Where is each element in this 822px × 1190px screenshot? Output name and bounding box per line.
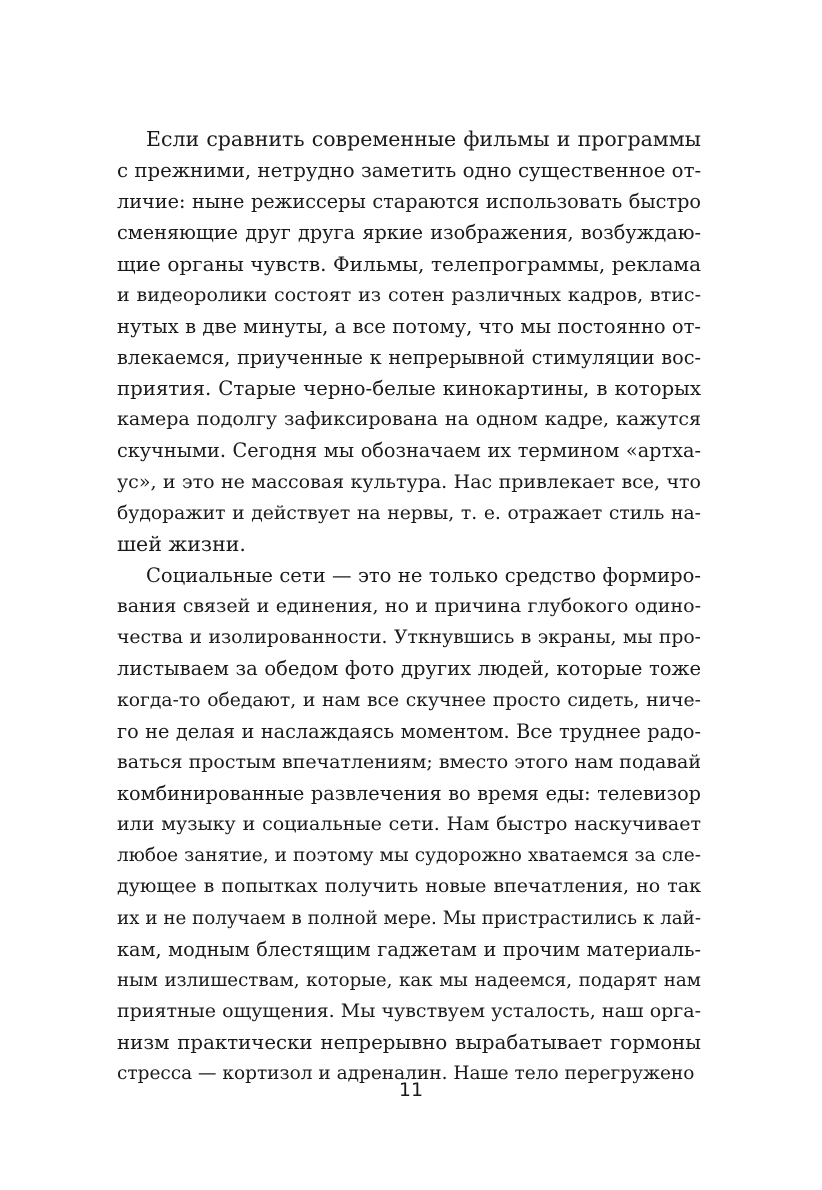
text-line: приятные ощущения. Мы чувствуем усталость, наш орга- bbox=[117, 999, 701, 1022]
text-line: ным излишествам, которые, как мы надеемся, подарят нам bbox=[117, 969, 701, 991]
text-line: дующее в попытках получить новые впечатления, но так bbox=[117, 875, 701, 898]
text-line: ус», и это не массовая культура. Нас привлекает все, что bbox=[117, 470, 701, 493]
text-line: приятия. Старые черно-белые кинокартины, в которых bbox=[117, 377, 701, 401]
body-text bbox=[117, 124, 701, 1089]
text-line: нутых в две минуты, а все потому, что мы постоянно от- bbox=[117, 314, 701, 338]
text-line: любое занятие, и поэтому мы судорожно хватаемся за сле- bbox=[117, 845, 701, 867]
text-line: влекаемся, приученные к непрерывной стимуляции вос- bbox=[117, 345, 701, 369]
text-line: ваться простым впечатлениям; вместо этого нам подавай bbox=[117, 750, 701, 773]
text-line: вания связей и единения, но и причина глубокого одино- bbox=[117, 595, 701, 618]
text-line: чества и изолированности. Уткнувшись в экраны, мы про- bbox=[117, 627, 701, 649]
text-line: камера подолгу зафиксирована на одном кадре, кажутся bbox=[117, 408, 701, 431]
text-line: кам, модным блестящим гаджетам и прочим материаль- bbox=[117, 937, 701, 961]
text-line: щие органы чувств. Фильмы, телепрограммы, реклама bbox=[117, 251, 701, 276]
text-line: Социальные сети — это не только средство формиро- bbox=[146, 563, 701, 587]
text-line: скучными. Сегодня мы обозначаем их термином «артха- bbox=[117, 439, 701, 463]
paragraph-1 bbox=[117, 124, 701, 560]
text-line: когда-то обедают, и нам все скучнее просто сидеть, ниче- bbox=[117, 689, 701, 711]
text-line: Если сравнить современные фильмы и программы bbox=[146, 127, 701, 151]
text-line: их и не получаем в полной мере. Мы пристрастились к лай- bbox=[117, 907, 701, 929]
text-line: сменяющие друг друга яркие изображения, возбуждаю- bbox=[117, 221, 701, 245]
text-line: личие: ныне режиссеры стараются использовать быстро bbox=[117, 190, 701, 214]
text-line: или музыку и социальные сети. Нам быстро наскучивает bbox=[117, 813, 701, 836]
text-line: стресса — кортизол и адреналин. Наше тело перегружено bbox=[117, 1063, 695, 1085]
text-line: с прежними, нетрудно заметить одно существенное от- bbox=[117, 159, 701, 183]
text-line: и видеоролики состоят из сотен различных кадров, втис- bbox=[117, 283, 701, 306]
text-line: листываем за обедом фото других людей, которые тоже bbox=[117, 657, 701, 681]
text-line: шей жизни. bbox=[117, 531, 246, 556]
page-number: 11 bbox=[398, 1079, 424, 1101]
text-line: комбинированные развлечения во время еды: телевизор bbox=[117, 781, 701, 805]
text-line: низм практически непрерывно вырабатывает гормоны bbox=[117, 1031, 701, 1055]
text-line: будоражит и действует на нервы, т. е. отражает стиль на- bbox=[117, 502, 701, 524]
paragraph-2 bbox=[117, 560, 701, 1089]
text-line: го не делая и наслаждаясь моментом. Все труднее радо- bbox=[117, 719, 701, 743]
